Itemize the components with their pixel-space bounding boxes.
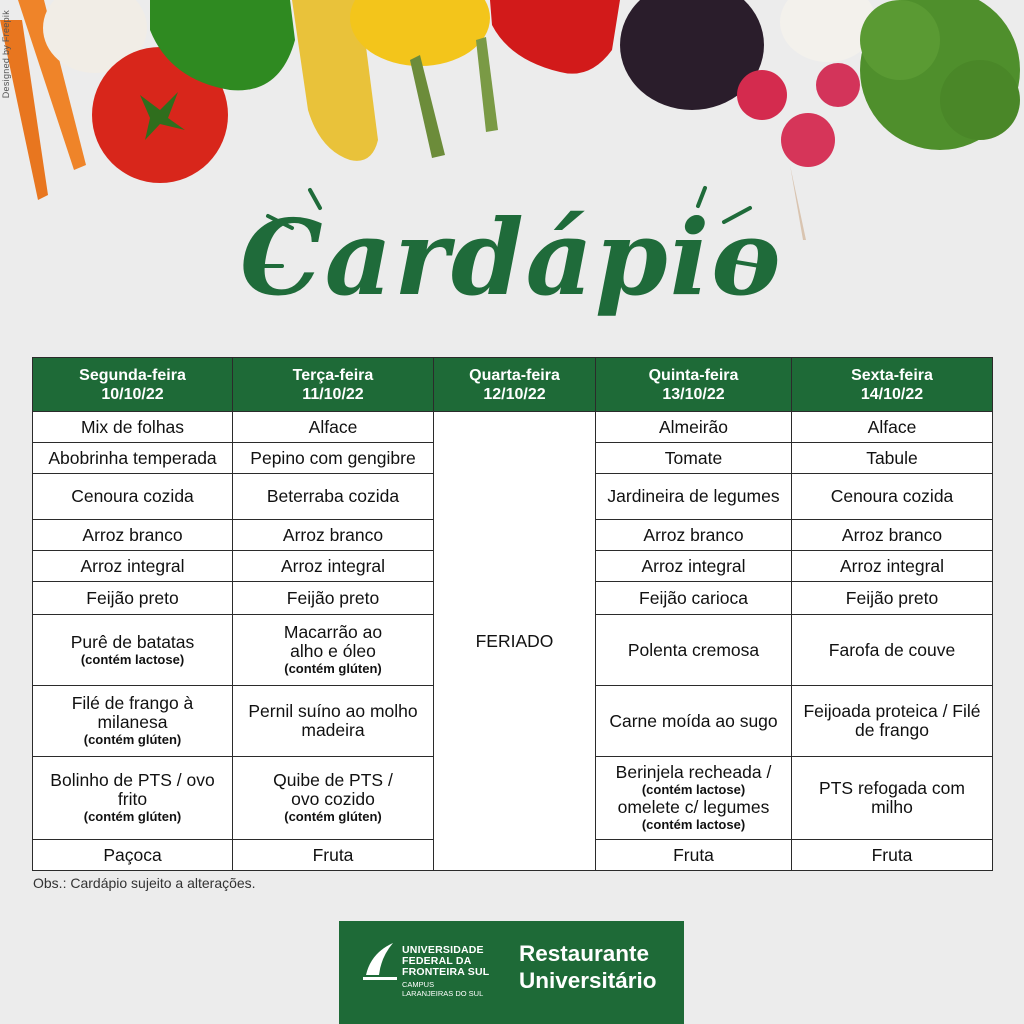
- cell-friday: Cenoura cozida: [792, 474, 993, 520]
- cell-friday: Arroz integral: [792, 551, 993, 582]
- cell-thursday: Berinjela recheada / (contém lactose) omelete c/ legumes (contém lactose): [596, 757, 792, 840]
- cell-monday: Filé de frango à milanesa (contém glúten): [33, 686, 233, 757]
- cell-thursday: Arroz branco: [596, 520, 792, 551]
- cell-thursday: Arroz integral: [596, 551, 792, 582]
- cell-monday: Arroz integral: [33, 551, 233, 582]
- cell-friday: Tabule: [792, 443, 993, 474]
- cell-monday: Purê de batatas (contém lactose): [33, 615, 233, 686]
- cell-monday: Abobrinha temperada: [33, 443, 233, 474]
- cell-thursday: Polenta cremosa: [596, 615, 792, 686]
- cell-friday: Farofa de couve: [792, 615, 993, 686]
- menu-title: [240, 178, 783, 348]
- cell-friday: PTS refogada com milho: [792, 757, 993, 840]
- cell-tuesday: Quibe de PTS / ovo cozido (contém glúten): [233, 757, 434, 840]
- cell-monday: Arroz branco: [33, 520, 233, 551]
- cell-friday: Alface: [792, 412, 993, 443]
- cell-thursday: Carne moída ao sugo: [596, 686, 792, 757]
- restaurant-name: Restaurante Universitário: [519, 941, 657, 993]
- footer-banner: [339, 921, 684, 1024]
- cell-thursday: Jardineira de legumes: [596, 474, 792, 520]
- cell-friday: Fruta: [792, 840, 993, 871]
- cell-monday: Feijão preto: [33, 582, 233, 615]
- cell-thursday: Tomate: [596, 443, 792, 474]
- menu-table: [32, 357, 993, 871]
- cell-tuesday: Feijão preto: [233, 582, 434, 615]
- page-title: Cardápio: [240, 196, 783, 319]
- header-monday: Segunda-feira 10/10/22: [33, 358, 233, 412]
- cell-monday: Mix de folhas: [33, 412, 233, 443]
- cell-tuesday: Arroz integral: [233, 551, 434, 582]
- cell-friday: Feijoada proteica / Filé de frango: [792, 686, 993, 757]
- cell-tuesday: Fruta: [233, 840, 434, 871]
- header-thursday: Quinta-feira 13/10/22: [596, 358, 792, 412]
- header-friday: Sexta-feira 14/10/22: [792, 358, 993, 412]
- image-credit: Designed by Freepik: [1, 10, 11, 99]
- campus-name: CAMPUS LARANJEIRAS DO SUL: [402, 980, 484, 998]
- university-name: UNIVERSIDADE FEDERAL DA FRONTEIRA SUL: [402, 944, 490, 978]
- university-logo-icon: [363, 941, 397, 981]
- cell-friday: Feijão preto: [792, 582, 993, 615]
- cell-thursday: Almeirão: [596, 412, 792, 443]
- header-wednesday: Quarta-feira 12/10/22: [434, 358, 596, 412]
- header-tuesday: Terça-feira 11/10/22: [233, 358, 434, 412]
- cell-tuesday: Macarrão ao alho e óleo (contém glúten): [233, 615, 434, 686]
- cell-thursday: Fruta: [596, 840, 792, 871]
- cell-wednesday-holiday: FERIADO: [434, 412, 596, 871]
- cell-friday: Arroz branco: [792, 520, 993, 551]
- cell-monday: Cenoura cozida: [33, 474, 233, 520]
- cell-thursday: Feijão carioca: [596, 582, 792, 615]
- table-header-row: [33, 358, 993, 412]
- cell-monday: Bolinho de PTS / ovo frito (contém glúten): [33, 757, 233, 840]
- cell-tuesday: Pepino com gengibre: [233, 443, 434, 474]
- cell-tuesday: Alface: [233, 412, 434, 443]
- table-row: [33, 412, 993, 443]
- cell-tuesday: Arroz branco: [233, 520, 434, 551]
- menu-disclaimer: Obs.: Cardápio sujeito a alterações.: [33, 875, 256, 891]
- cell-monday: Paçoca: [33, 840, 233, 871]
- cell-tuesday: Pernil suíno ao molho madeira: [233, 686, 434, 757]
- cell-tuesday: Beterraba cozida: [233, 474, 434, 520]
